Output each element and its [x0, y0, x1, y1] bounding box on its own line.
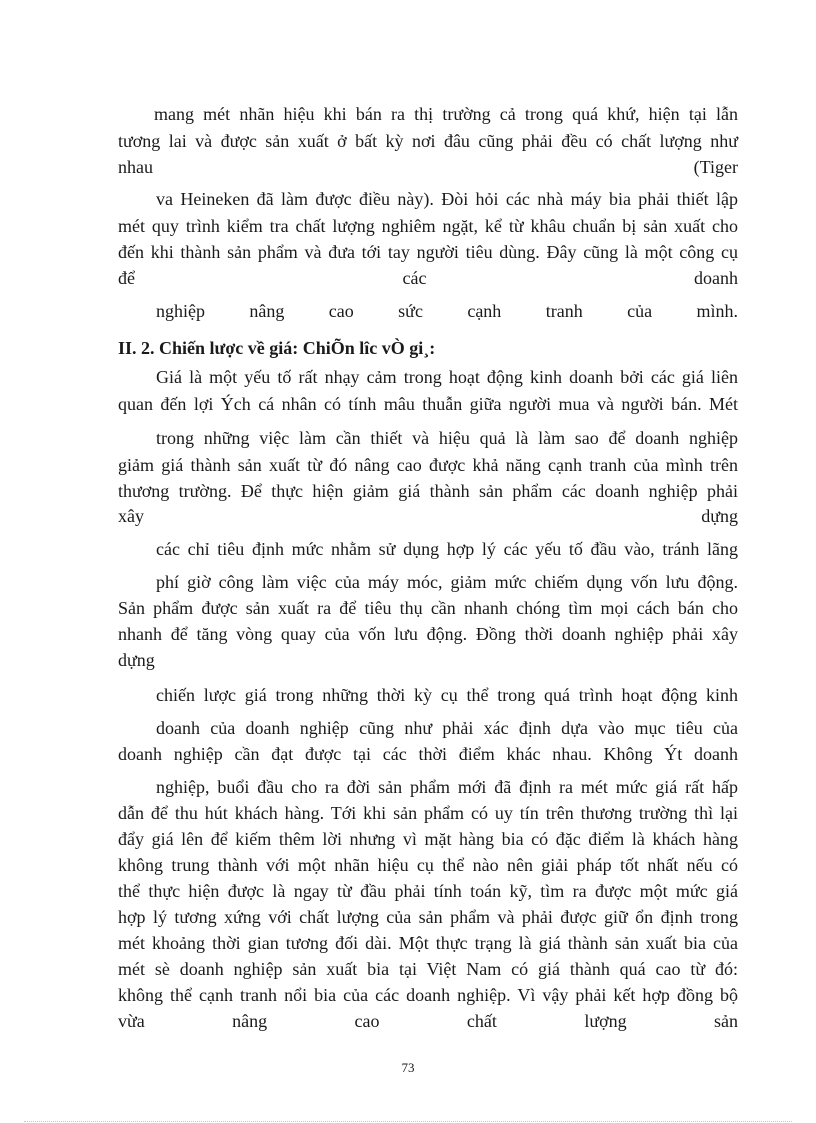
page-bottom-divider — [24, 1121, 792, 1122]
text-line: va Heineken đã làm được điều này). Đòi hỏi các nhà máy bia phải thiết lập — [156, 189, 738, 209]
text-line: nhanh để tăng vòng quay của vốn lưu động. Đồng thời doanh nghiệp phải xây — [118, 624, 738, 644]
text-line: mét quy trình kiểm tra chất lượng nghiêm ngặt, kể từ khâu chuẩn bị sản xuất cho — [118, 216, 738, 236]
text-line: tương lai và được sản xuất ở bất kỳ nơi đâu cũng phải đều có chất lượng như — [118, 131, 738, 151]
text-line: các chỉ tiêu định mức nhằm sử dụng hợp lý các yếu tố đầu vào, tránh lãng — [156, 539, 738, 559]
page-number: 73 — [401, 1060, 415, 1075]
text-line: dẫn để thu hút khách hàng. Tới khi sản phẩm có uy tín trên thương trường thì lại — [118, 803, 738, 823]
text-line: nghiệp, buổi đầu cho ra đời sản phẩm mới đã định ra mét mức giá rất hấp — [156, 777, 738, 797]
text-line: không trung thành với một nhãn hiệu cụ thể nào nên giải pháp tốt nhất nếu có — [118, 855, 738, 875]
text-line: doanh của doanh nghiệp cũng như phải xác định dựa vào mục tiêu của — [156, 718, 738, 738]
text-line: thương trường. Để thực hiện giảm giá thành sản phẩm các doanh nghiệp phải — [118, 481, 738, 501]
text-line: giảm giá thành sản xuất từ đó nâng cao được khả năng cạnh tranh của mình trên — [118, 455, 738, 475]
text-line: dựng — [118, 650, 155, 670]
text-line: xây dựng — [118, 506, 738, 526]
text-line: thể thực hiện được là ngay từ đầu phải tính toán kỹ, tìm ra được một mức giá — [118, 881, 738, 901]
text-line: Giá là một yếu tố rất nhạy cảm trong hoạt động kinh doanh bởi các giá liên — [156, 367, 738, 387]
section-heading: II. 2. Chiến lược về giá: ChiÕn lîc vÒ gi¸: — [118, 338, 436, 358]
text-line: phí giờ công làm việc của máy móc, giảm mức chiếm dụng vốn lưu động. — [156, 572, 738, 592]
text-line: vừa nâng cao chất lượng sản — [118, 1011, 738, 1031]
text-line: nhau (Tiger — [118, 157, 738, 177]
text-line: doanh nghiệp cần đạt được tại các thời điểm khác nhau. Không Ýt doanh — [118, 744, 738, 764]
text-line: mét khoảng thời gian tương đối dài. Một thực trạng là giá thành sản xuất bia của — [118, 933, 738, 953]
text-line: hợp lý tương xứng với chất lượng của sản phẩm và phải được giữ ổn định trong — [118, 907, 738, 927]
text-line: mang mét nhãn hiệu khi bán ra thị trường cả trong quá khứ, hiện tại lẫn — [154, 104, 738, 124]
text-line: đến khi thành sản phẩm và đưa tới tay người tiêu dùng. Đây cũng là một công cụ — [118, 242, 738, 262]
text-line: quan đến lợi Ých cá nhân có tính mâu thuẫn giữa người mua và người bán. Mét — [118, 394, 738, 414]
text-line: để các doanh — [118, 268, 738, 288]
text-line: Sản phẩm được sản xuất ra để tiêu thụ cần nhanh chóng tìm mọi cách bán cho — [118, 598, 738, 618]
text-line: không thể cạnh tranh nổi bia của các doanh nghiệp. Vì vậy phải kết hợp đồng bộ — [118, 985, 738, 1005]
text-line: chiến lược giá trong những thời kỳ cụ thể trong quá trình hoạt động kinh — [156, 685, 738, 705]
text-line: nghiệp nâng cao sức cạnh tranh của mình. — [156, 301, 738, 321]
text-line: đẩy giá lên để kiếm thêm lời nhưng vì mặt hàng bia có đặc điểm là khách hàng — [118, 829, 738, 849]
text-line: trong những việc làm cần thiết và hiệu quả là làm sao để doanh nghiệp — [156, 428, 738, 448]
text-line: mét sè doanh nghiệp sản xuất bia tại Việt Nam có giá thành quá cao từ đó: — [118, 959, 738, 979]
